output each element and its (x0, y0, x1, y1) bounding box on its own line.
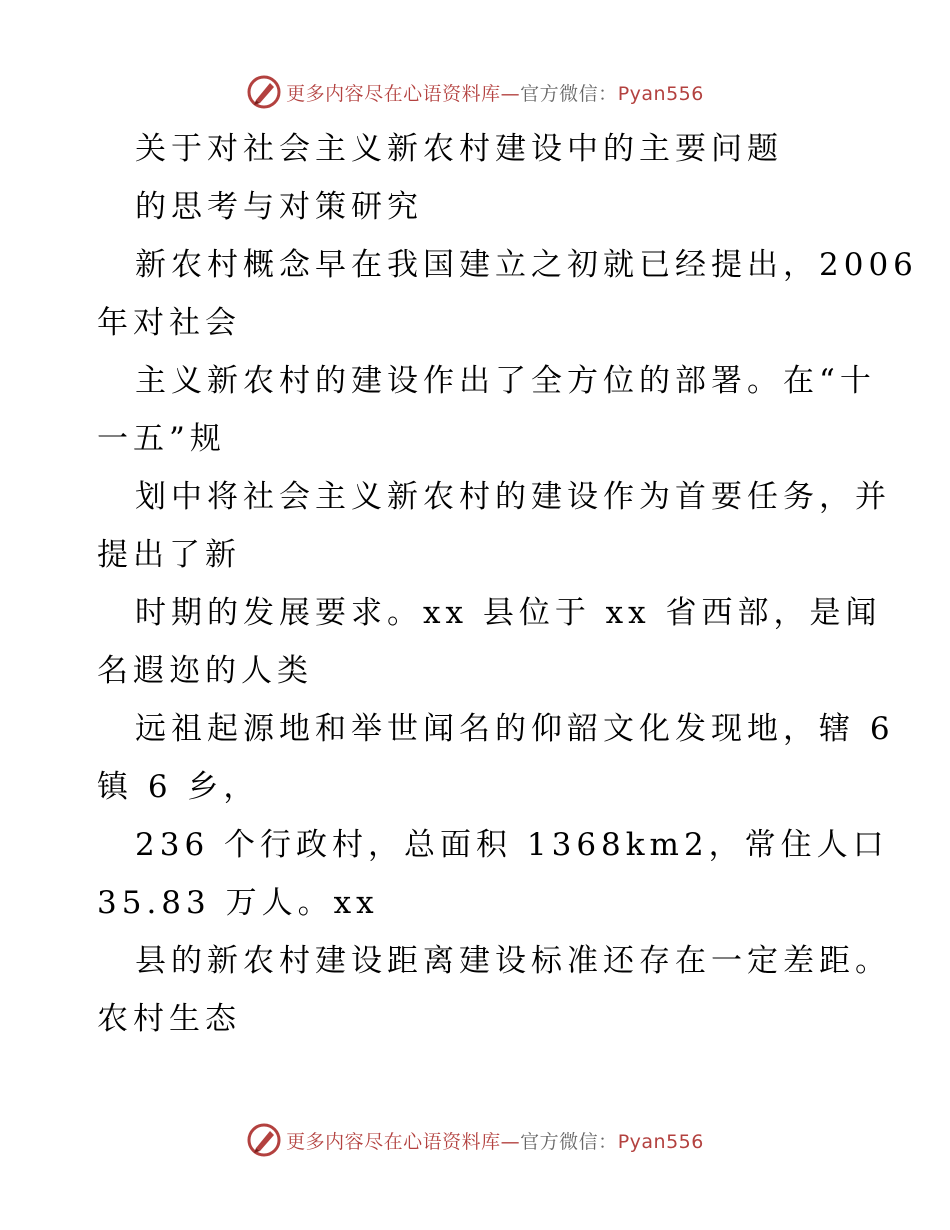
watermark-brand: 更多内容尽在心语资料库 (286, 1130, 501, 1153)
watermark-brand: 更多内容尽在心语资料库 (286, 82, 501, 105)
text-line: 一五”规 (97, 421, 226, 457)
document-body (0, 120, 950, 1080)
text-line: 年对社会 (97, 305, 241, 341)
watermark-id: Pyan556 (617, 82, 704, 105)
watermark-text (286, 79, 704, 106)
watermark-dash: — (500, 1130, 521, 1153)
text-line: 主义新农村的建设作出了全方位的部署。在“十 (135, 363, 876, 399)
watermark-channel: 官方微信： (520, 1130, 618, 1153)
text-line: 远祖起源地和举世闻名的仰韶文化发现地，辖 6 (135, 711, 895, 747)
text-line: 农村生态 (97, 1001, 241, 1037)
header-watermark (0, 70, 950, 114)
watermark-text (286, 1127, 704, 1154)
text-line: 县的新农村建设距离建设标准还存在一定差距。 (135, 943, 891, 979)
watermark-dash: — (500, 82, 521, 105)
pen-logo-icon (246, 74, 282, 110)
watermark-channel: 官方微信： (520, 82, 618, 105)
pen-logo-icon (246, 1122, 282, 1158)
text-line: 关于对社会主义新农村建设中的主要问题 (135, 131, 783, 167)
text-line: 名遐迩的人类 (97, 653, 313, 689)
watermark-id: Pyan556 (617, 1130, 704, 1153)
text-line: 的思考与对策研究 (135, 189, 423, 225)
text-line: 新农村概念早在我国建立之初就已经提出，2006 (135, 247, 918, 283)
footer-watermark (0, 1118, 950, 1162)
text-line: 提出了新 (97, 537, 241, 573)
text-line: 时期的发展要求。xx 县位于 xx 省西部，是闻 (135, 595, 882, 631)
text-line: 35.83 万人。xx (97, 885, 379, 921)
text-line: 划中将社会主义新农村的建设作为首要任务，并 (135, 479, 891, 515)
text-line: 236 个行政村，总面积 1368km2，常住人口 (135, 827, 889, 863)
text-line: 镇 6 乡， (97, 769, 260, 805)
